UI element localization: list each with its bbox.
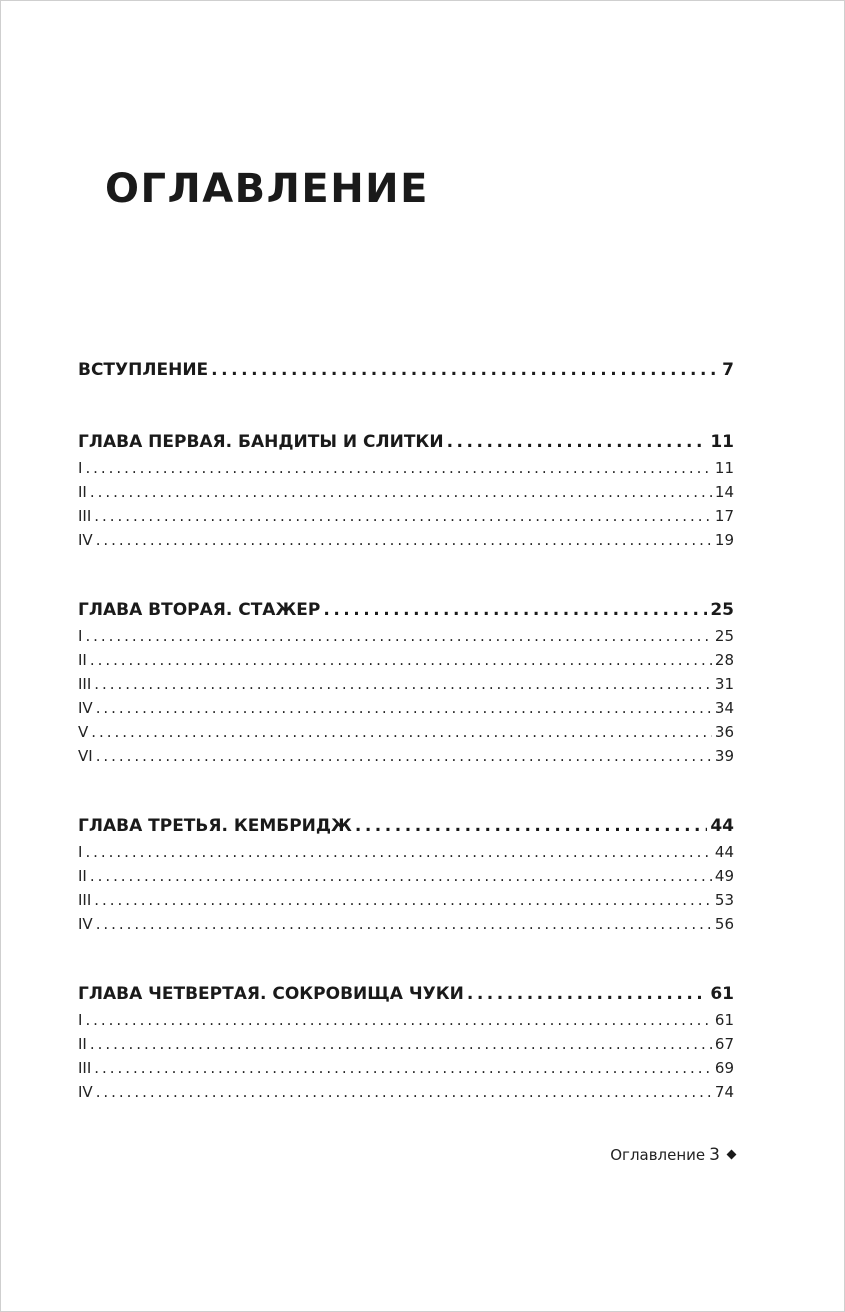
footer-page-number: 3	[709, 1145, 720, 1165]
dot-leader	[90, 648, 712, 672]
toc-section-entry[interactable]	[78, 1032, 734, 1056]
dot-leader	[90, 480, 712, 504]
toc-entry-label: ВСТУПЛЕНИЕ	[78, 360, 209, 380]
toc-section-entry[interactable]	[78, 864, 734, 888]
toc-entry-label: I	[78, 843, 83, 861]
toc-entry-label: ГЛАВА ПЕРВАЯ. БАНДИТЫ И СЛИТКИ	[78, 432, 444, 452]
dot-leader	[323, 596, 707, 624]
toc-section-entry[interactable]	[78, 888, 734, 912]
toc-entry-label: V	[78, 723, 89, 741]
dot-leader	[94, 888, 712, 912]
toc-entry-page: 36	[714, 723, 734, 741]
toc-entry-label: I	[78, 459, 83, 477]
toc-entry-label: IV	[78, 699, 93, 717]
toc-entry-label: III	[78, 507, 92, 525]
toc-entry-page: 25	[710, 600, 734, 620]
dot-leader	[85, 456, 711, 480]
dot-leader	[96, 696, 712, 720]
toc-chapter-heading[interactable]	[78, 596, 734, 624]
dot-leader	[211, 356, 719, 384]
toc-entry-page: 61	[710, 984, 734, 1004]
page-title: ОГЛАВЛЕНИЕ	[105, 166, 429, 212]
toc-entry-page: 49	[714, 867, 734, 885]
toc-entry-label: II	[78, 651, 87, 669]
toc-entry-page: 56	[714, 915, 734, 933]
toc-entry-page: 14	[714, 483, 734, 501]
dot-leader	[96, 1080, 712, 1104]
toc-entry-page: 74	[714, 1083, 734, 1101]
dot-leader	[355, 812, 707, 840]
toc-entry-page: 31	[714, 675, 734, 693]
toc-entry-label: VI	[78, 747, 93, 765]
dot-leader	[94, 1056, 712, 1080]
dot-leader	[96, 912, 712, 936]
toc-entry-label: IV	[78, 531, 93, 549]
toc-entry-label: II	[78, 1035, 87, 1053]
toc-chapter-heading[interactable]	[78, 812, 734, 840]
toc-entry-page: 11	[714, 459, 734, 477]
toc-section-entry[interactable]	[78, 456, 734, 480]
toc-section-entry[interactable]	[78, 624, 734, 648]
toc-section-entry[interactable]	[78, 1080, 734, 1104]
toc-entry-label: II	[78, 867, 87, 885]
toc-section-entry[interactable]	[78, 504, 734, 528]
toc-entry-label: ГЛАВА ЧЕТВЕРТАЯ. СОКРОВИЩА ЧУКИ	[78, 984, 464, 1004]
toc-chapter-heading[interactable]	[78, 980, 734, 1008]
dot-leader	[85, 624, 711, 648]
dot-leader	[91, 720, 712, 744]
toc-entry-page: 28	[714, 651, 734, 669]
toc-section-entry[interactable]	[78, 528, 734, 552]
toc-section-entry[interactable]	[78, 648, 734, 672]
toc-entry-label: III	[78, 891, 92, 909]
toc-section-entry[interactable]	[78, 720, 734, 744]
dot-leader	[467, 980, 707, 1008]
toc-entry-label: I	[78, 627, 83, 645]
toc-entry-page: 61	[714, 1011, 734, 1029]
dot-leader	[94, 672, 712, 696]
toc-chapter-3	[78, 812, 734, 936]
toc-entry-page: 25	[714, 627, 734, 645]
toc-section-entry[interactable]	[78, 696, 734, 720]
toc-entry-label: III	[78, 1059, 92, 1077]
dot-leader	[447, 428, 708, 456]
table-of-contents	[78, 356, 734, 1104]
toc-intro	[78, 356, 734, 384]
diamond-ornament-icon	[727, 1150, 737, 1160]
toc-entry-page: 39	[714, 747, 734, 765]
toc-entry-page: 19	[714, 531, 734, 549]
toc-entry-label: II	[78, 483, 87, 501]
toc-entry-label: IV	[78, 1083, 93, 1101]
toc-entry-label: ГЛАВА ТРЕТЬЯ. КЕМБРИДЖ	[78, 816, 352, 836]
toc-entry-label: ГЛАВА ВТОРАЯ. СТАЖЕР	[78, 600, 321, 620]
toc-entry-page: 11	[710, 432, 734, 452]
footer-section-label: Оглавление	[610, 1146, 706, 1164]
toc-section-entry[interactable]	[78, 480, 734, 504]
dot-leader	[85, 840, 711, 864]
toc-entry-label: III	[78, 675, 92, 693]
toc-entry-page: 7	[722, 360, 734, 380]
dot-leader	[90, 864, 712, 888]
toc-entry-page: 34	[714, 699, 734, 717]
toc-entry-page: 67	[714, 1035, 734, 1053]
toc-section-entry[interactable]	[78, 1008, 734, 1032]
dot-leader	[85, 1008, 711, 1032]
dot-leader	[96, 528, 712, 552]
toc-entry-page: 44	[710, 816, 734, 836]
toc-section-entry[interactable]	[78, 912, 734, 936]
toc-chapter-4	[78, 980, 734, 1104]
toc-chapter-2	[78, 596, 734, 768]
toc-section-entry[interactable]	[78, 744, 734, 768]
toc-entry-page: 17	[714, 507, 734, 525]
dot-leader	[96, 744, 712, 768]
toc-entry-intro[interactable]	[78, 356, 734, 384]
toc-entry-label: I	[78, 1011, 83, 1029]
dot-leader	[90, 1032, 712, 1056]
toc-chapter-heading[interactable]	[78, 428, 734, 456]
dot-leader	[94, 504, 712, 528]
toc-section-entry[interactable]	[78, 1056, 734, 1080]
toc-entry-page: 69	[714, 1059, 734, 1077]
toc-section-entry[interactable]	[78, 672, 734, 696]
toc-entry-page: 53	[714, 891, 734, 909]
toc-section-entry[interactable]	[78, 840, 734, 864]
running-footer	[561, 1143, 735, 1167]
toc-chapter-1	[78, 428, 734, 552]
toc-entry-label: IV	[78, 915, 93, 933]
toc-entry-page: 44	[714, 843, 734, 861]
